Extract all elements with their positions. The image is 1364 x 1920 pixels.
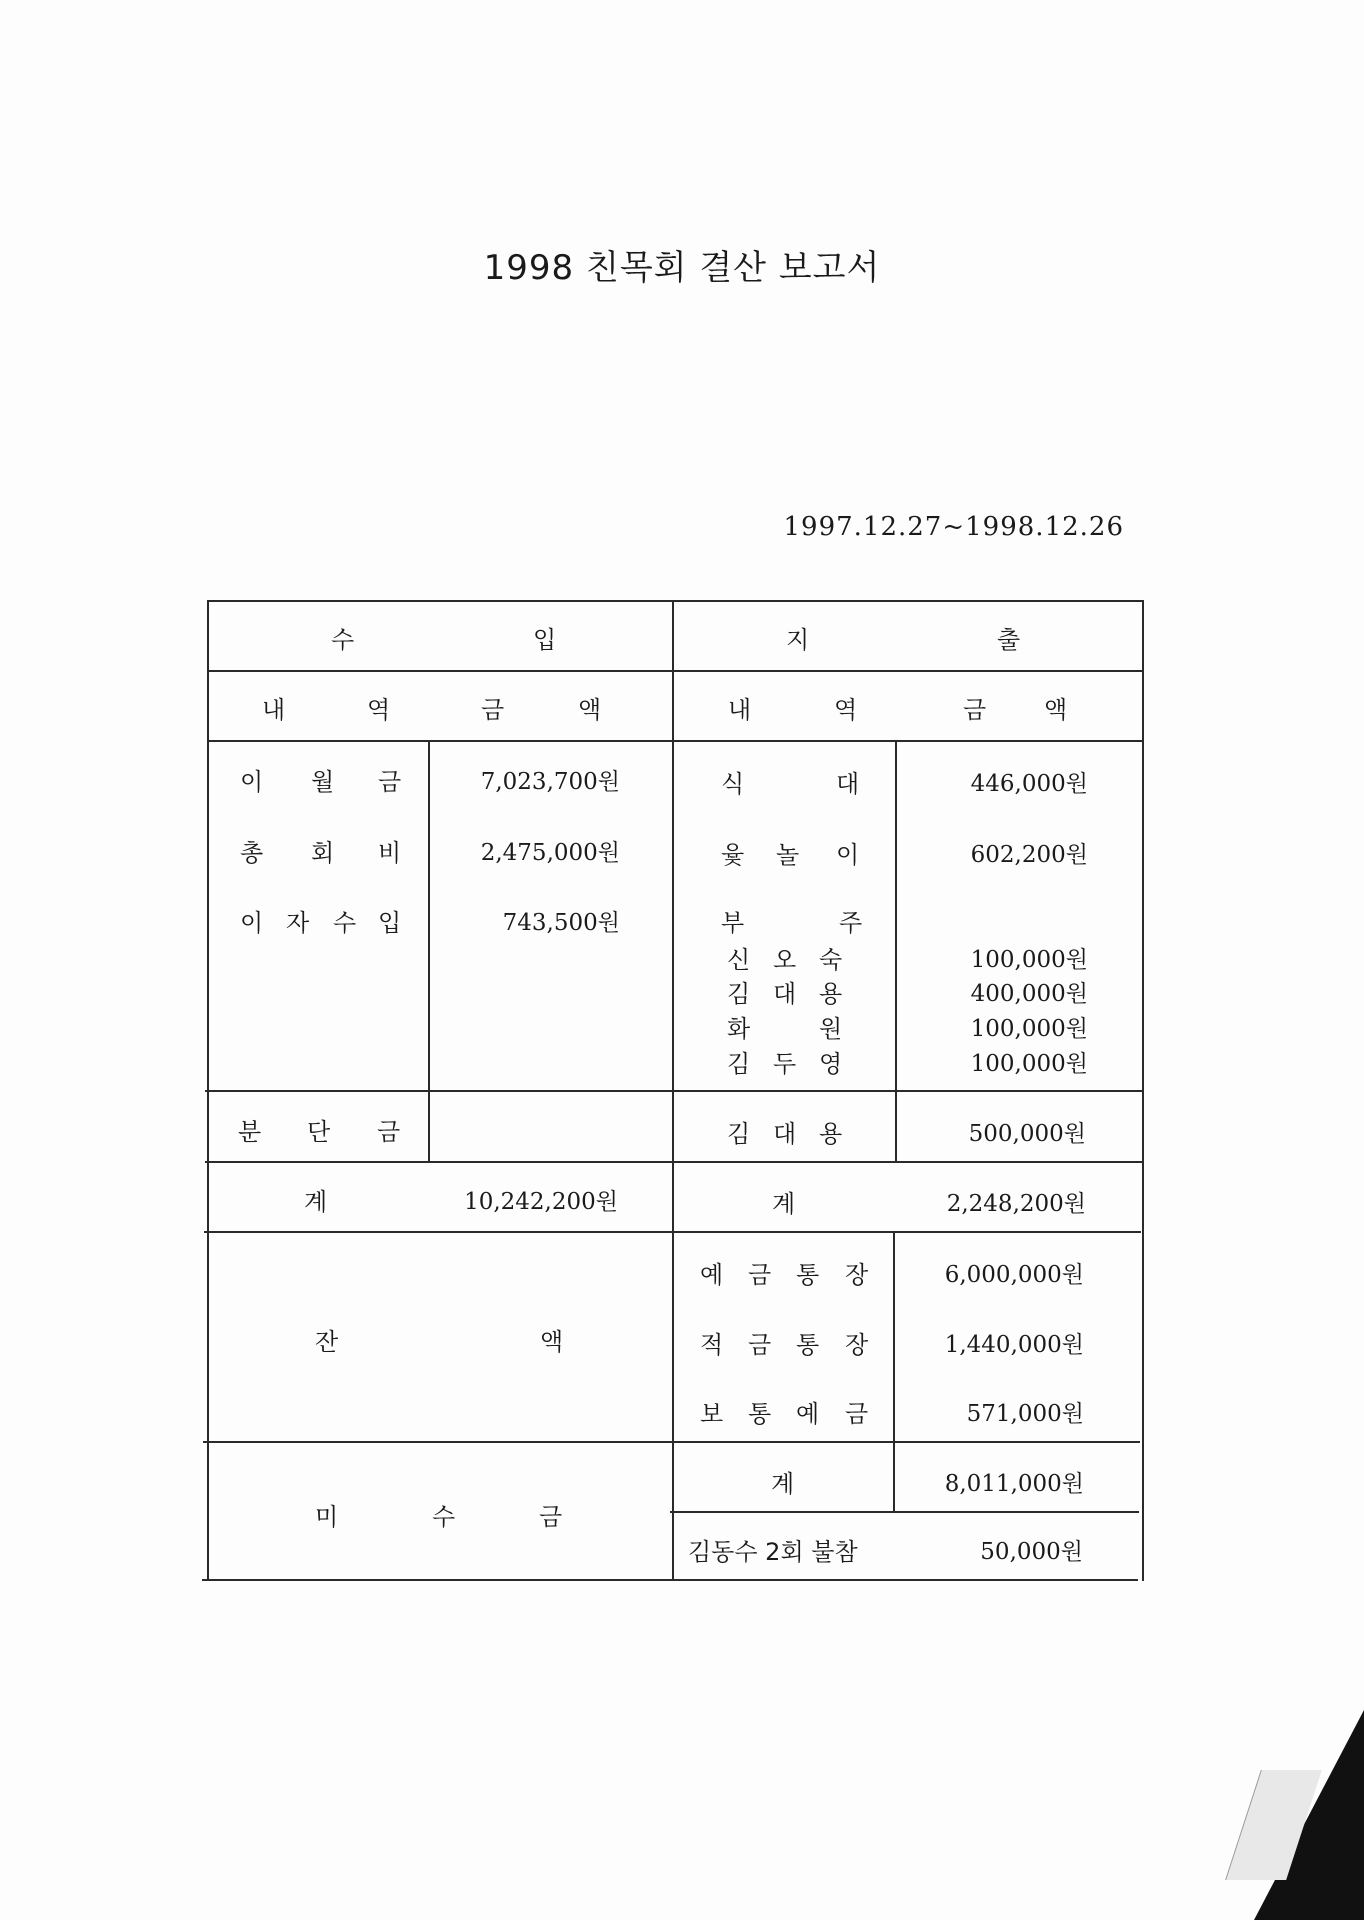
balance-label-char: 잔 <box>315 1328 339 1356</box>
expense-label-char: 윷 <box>721 841 745 869</box>
expense-label-char: 놀 <box>776 841 800 869</box>
income-total-label: 계 <box>304 1188 328 1216</box>
balance-row-char: 통 <box>796 1261 820 1289</box>
income-amount: 743,500원 <box>502 910 620 936</box>
report-period: 1997.12.27~1998.12.26 <box>783 512 1124 542</box>
expense-amount: 602,200원 <box>970 842 1088 868</box>
expense-detail-2: 역 <box>834 696 858 724</box>
income-label-char: 이 <box>240 909 264 937</box>
expense-label-char: 부 <box>721 909 745 937</box>
header-expense-1: 지 <box>786 626 810 654</box>
bujoo-label-char: 김 <box>727 1050 751 1078</box>
balance-label-char: 액 <box>540 1328 564 1356</box>
balance-row-char: 통 <box>796 1331 820 1359</box>
balance-row-amount: 571,000원 <box>966 1401 1084 1427</box>
bundan-expense-amount: 500,000원 <box>968 1121 1086 1147</box>
rule-top <box>207 600 1143 602</box>
bujoo-label-char: 영 <box>819 1050 843 1078</box>
bundan-label-char: 금 <box>377 1118 401 1146</box>
income-label-char: 총 <box>240 839 264 867</box>
header-income-1: 수 <box>331 626 355 654</box>
income-label-char: 입 <box>378 909 402 937</box>
balance-row-char: 보 <box>700 1400 724 1428</box>
rule-income-split <box>428 740 430 1161</box>
expense-amount-2: 액 <box>1044 696 1068 724</box>
bujoo-label-char: 오 <box>773 946 797 974</box>
balance-row-char: 금 <box>748 1331 772 1359</box>
income-label-char: 회 <box>311 839 335 867</box>
bujoo-label-char: 숙 <box>819 946 843 974</box>
balance-row-char: 장 <box>845 1331 869 1359</box>
rule-subheader <box>207 740 1143 742</box>
balance-total-amount: 8,011,000원 <box>944 1471 1084 1497</box>
income-amount: 2,475,000원 <box>480 840 620 866</box>
bundan-expense-char: 용 <box>819 1120 843 1148</box>
balance-row-amount: 6,000,000원 <box>944 1262 1084 1288</box>
expense-label-char: 주 <box>839 909 863 937</box>
income-label-char: 자 <box>286 909 310 937</box>
expense-amount-1: 금 <box>963 696 987 724</box>
income-label-char: 금 <box>378 768 402 796</box>
balance-row-char: 예 <box>700 1261 724 1289</box>
income-amount-2: 액 <box>578 696 602 724</box>
balance-total-label: 계 <box>771 1470 795 1498</box>
bujoo-amount: 100,000원 <box>970 1051 1088 1077</box>
income-detail-1: 내 <box>262 696 286 724</box>
bujoo-amount: 400,000원 <box>970 981 1088 1007</box>
receivable-detail: 김동수 2회 불참 <box>688 1538 858 1566</box>
expense-total-label: 계 <box>772 1190 796 1218</box>
balance-row-char: 금 <box>748 1261 772 1289</box>
expense-total-amount: 2,248,200원 <box>946 1191 1086 1217</box>
rule-balance-split <box>893 1231 895 1511</box>
rule-right <box>1142 600 1144 1581</box>
rule-expense-split <box>895 740 897 1161</box>
header-expense-2: 출 <box>997 626 1021 654</box>
income-detail-2: 역 <box>367 696 391 724</box>
balance-row-char: 금 <box>845 1400 869 1428</box>
income-label-char: 비 <box>378 839 402 867</box>
bundan-label-char: 단 <box>307 1118 331 1146</box>
balance-row-char: 장 <box>845 1261 869 1289</box>
bujoo-label-char: 대 <box>773 980 797 1008</box>
bundan-label-char: 분 <box>238 1118 262 1146</box>
rule-balance-total <box>670 1511 1139 1513</box>
bujoo-label-char: 용 <box>819 980 843 1008</box>
bundan-expense-char: 김 <box>727 1120 751 1148</box>
balance-row-char: 통 <box>748 1400 772 1428</box>
bujoo-label-char: 김 <box>727 980 751 1008</box>
bujoo-label-char: 두 <box>773 1050 797 1078</box>
bujoo-label-char: 신 <box>727 946 751 974</box>
receivable-label-char: 금 <box>539 1503 563 1531</box>
expense-label-char: 대 <box>836 770 860 798</box>
rule-header <box>207 670 1143 672</box>
receivable-label-char: 수 <box>432 1503 456 1531</box>
balance-row-char: 예 <box>796 1400 820 1428</box>
bujoo-amount: 100,000원 <box>970 947 1088 973</box>
expense-label-char: 식 <box>721 770 745 798</box>
rule-left <box>207 600 209 1581</box>
income-label-char: 이 <box>240 768 264 796</box>
bujoo-label-char: 원 <box>819 1015 843 1043</box>
balance-row-char: 적 <box>700 1331 724 1359</box>
income-amount-1: 금 <box>481 696 505 724</box>
receivable-amount: 50,000원 <box>980 1539 1083 1565</box>
income-label-char: 수 <box>333 909 357 937</box>
balance-row-amount: 1,440,000원 <box>944 1332 1084 1358</box>
income-label-char: 월 <box>311 768 335 796</box>
rule-middle <box>672 600 674 1581</box>
bujoo-label-char: 화 <box>727 1015 751 1043</box>
header-income-2: 입 <box>533 626 557 654</box>
report-title: 1998 친목회 결산 보고서 <box>483 248 881 288</box>
rule-bottom <box>202 1579 1138 1581</box>
bundan-expense-char: 대 <box>773 1120 797 1148</box>
expense-amount: 446,000원 <box>970 771 1088 797</box>
expense-label-char: 이 <box>836 841 860 869</box>
expense-detail-1: 내 <box>728 696 752 724</box>
income-amount: 7,023,700원 <box>480 769 620 795</box>
receivable-label-char: 미 <box>315 1503 339 1531</box>
bujoo-amount: 100,000원 <box>970 1016 1088 1042</box>
income-total-amount: 10,242,200원 <box>464 1189 618 1215</box>
